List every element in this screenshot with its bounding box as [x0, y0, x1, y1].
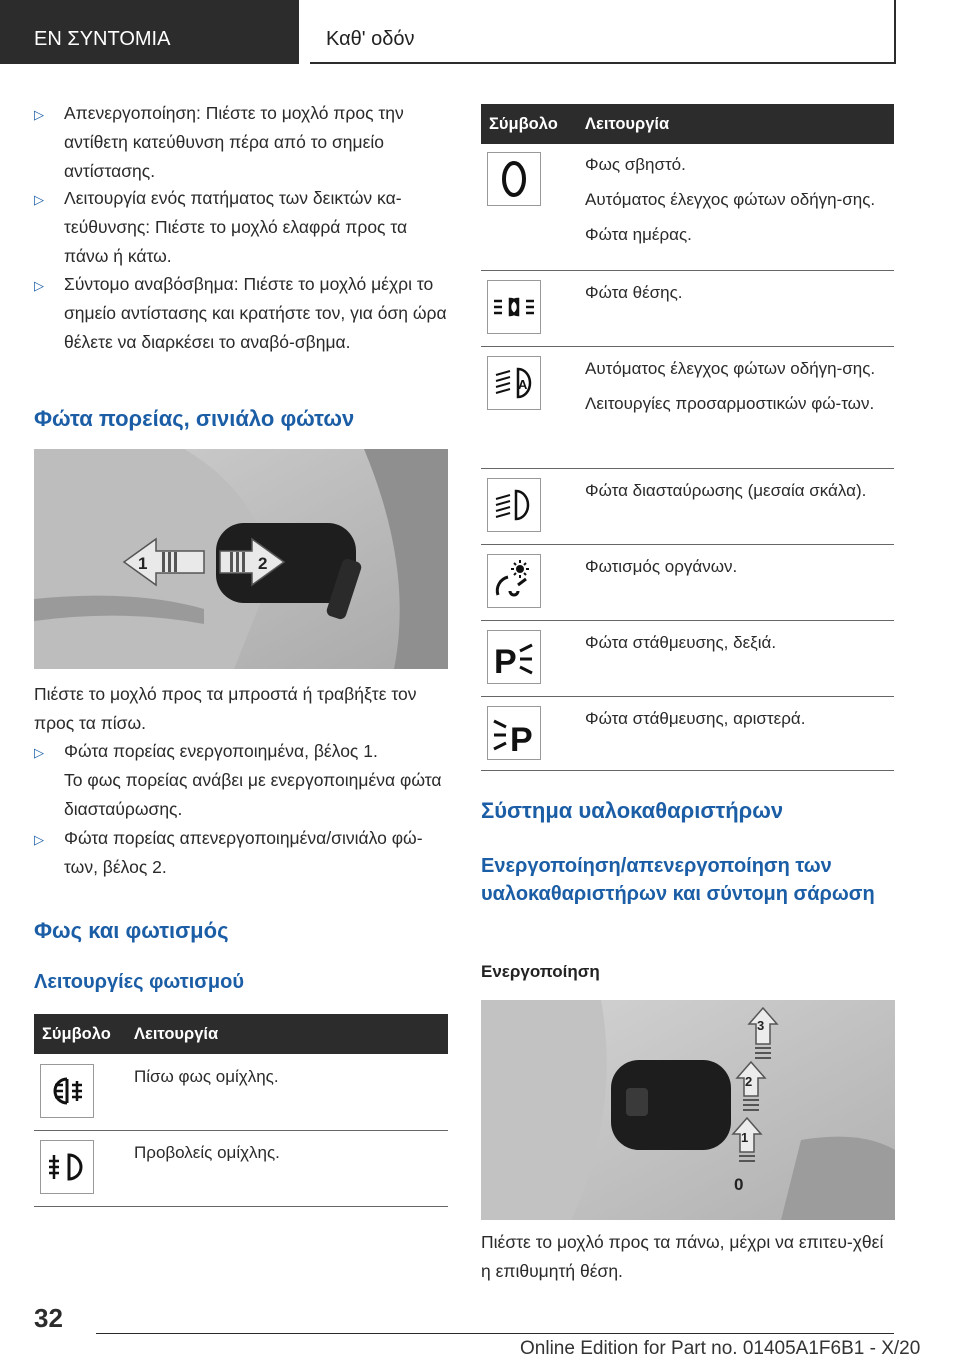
- row-text: Πίσω φως ομίχλης.: [134, 1067, 279, 1086]
- right-table-header: [481, 104, 894, 144]
- row-line: Φωτισμός οργάνων.: [585, 557, 738, 576]
- row-line: Φώτα διασταύρωσης (μεσαία σκάλα).: [585, 481, 867, 500]
- left-table-header: [34, 1014, 448, 1054]
- arrow-label-1: 1: [138, 554, 148, 573]
- auto-headlight-icon: [487, 356, 541, 410]
- bullet-flash: ▷ Σύντομο αναβόσβημα: Πιέστε το μοχλό μέχρι το σημείο αντίστασης και κρατήστε τον, για όση ώρα θέλετε να διαρκέσει το αναβό-σβημα.: [34, 270, 448, 357]
- bullet-one-touch: ▷ Λειτουργία ενός πατήματος των δεικτών κα-τεύθυνσης: Πιέστε το μοχλό ελαφρά προς τα πάνω ή κάτω.: [34, 184, 448, 271]
- parking-lights-icon: [487, 280, 541, 334]
- table-row: [481, 620, 894, 697]
- svg-text:A: A: [518, 377, 528, 392]
- table-row: [481, 696, 894, 771]
- col-function: Λειτουργία: [134, 1025, 219, 1043]
- table-row: [34, 1130, 448, 1207]
- para-wiper: Πιέστε το μοχλό προς τα πάνω, μέχρι να επιτευ-χθεί η επιθυμητή θέση.: [481, 1232, 884, 1281]
- rear-fog-light-icon: [40, 1064, 94, 1118]
- edition-text: Online Edition for Part no. 01405A1F6B1 - X/20: [520, 1338, 921, 1359]
- row-line: Φώτα στάθμευσης, δεξιά.: [585, 633, 777, 652]
- zero-position-icon: [487, 152, 541, 206]
- row-line: Φώτα στάθμευσης, αριστερά.: [585, 709, 806, 728]
- table-row: [34, 1054, 448, 1131]
- bullet-high-beam-off: ▷ Φώτα πορείας απενεργοποιημένα/σινιάλο φώ-των, βέλος 2.: [34, 824, 448, 882]
- table-row: [481, 544, 894, 621]
- parking-light-left-icon: [487, 706, 541, 760]
- instrument-lighting-icon: [487, 554, 541, 608]
- heading-wipers: Σύστημα υαλοκαθαριστήρων: [481, 798, 784, 823]
- footer-rule: [96, 1333, 894, 1334]
- bullet-deactivate: ▷ Απενεργοποίηση: Πιέστε το μοχλό προς την αντίθετη κατεύθυνση πέρα από το σημείο αντίστασης.: [34, 99, 448, 186]
- heading-high-beam: Φώτα πορείας, σινιάλο φώτων: [34, 406, 355, 431]
- bullet-triangle-icon: ▷: [34, 278, 44, 293]
- turn-signal-lever-photo: [34, 449, 448, 669]
- table-row: [481, 468, 894, 545]
- wiper-label-2: 2: [745, 1074, 753, 1089]
- bullet-triangle-icon: ▷: [34, 192, 44, 207]
- chapter-tab: [310, 0, 896, 64]
- section-tab: [0, 0, 299, 64]
- subheading-wipers: Ενεργοποίηση/απενεργοποίηση των υαλοκαθαριστήρων και σύντομη σάρωση: [481, 855, 875, 905]
- arrow-label-2: 2: [258, 554, 268, 573]
- bullet-triangle-icon: ▷: [34, 745, 44, 760]
- wiper-label-1: 1: [741, 1130, 749, 1145]
- minor-heading-activation: Ενεργοποίηση: [481, 962, 600, 981]
- table-row: [481, 144, 894, 271]
- row-line: Φώτα θέσης.: [585, 283, 683, 302]
- wiper-lever-photo: [481, 1000, 895, 1220]
- low-beam-icon: [487, 478, 541, 532]
- chapter-title: Καθ' οδόν: [326, 28, 415, 50]
- svg-text:P: P: [510, 721, 533, 759]
- subheading-light-functions: Λειτουργίες φωτισμού: [34, 971, 245, 993]
- col-function: Λειτουργία: [585, 115, 670, 133]
- wiper-label-0: 0: [734, 1175, 744, 1194]
- row-line: Φώτα ημέρας.: [585, 225, 692, 244]
- section-title: ΕΝ ΣΥΝΤΟΜΙΑ: [34, 28, 171, 50]
- bullet-triangle-icon: ▷: [34, 832, 44, 847]
- para-push-pull: Πιέστε το μοχλό προς τα μπροστά ή τραβήξτε τον προς τα πίσω.: [34, 684, 417, 733]
- front-fog-light-icon: [40, 1140, 94, 1194]
- heading-lights: Φως και φωτισμός: [34, 918, 229, 943]
- row-line: Φως σβηστό.: [585, 155, 686, 174]
- col-symbol: Σύμβολο: [489, 115, 558, 133]
- col-symbol: Σύμβολο: [42, 1025, 111, 1043]
- page-number: 32: [34, 1303, 63, 1333]
- table-row: [481, 346, 894, 469]
- svg-text:P: P: [494, 643, 517, 681]
- note-high-beam: Το φως πορείας ανάβει με ενεργοποιημένα φώτα διασταύρωσης.: [64, 770, 442, 819]
- row-line: Αυτόματος έλεγχος φώτων οδήγη-σης.: [585, 190, 876, 209]
- bullet-triangle-icon: ▷: [34, 107, 44, 122]
- row-line: Αυτόματος έλεγχος φώτων οδήγη-σης.: [585, 359, 876, 378]
- table-row: [481, 270, 894, 347]
- row-text: Προβολείς ομίχλης.: [134, 1143, 280, 1162]
- parking-light-right-icon: [487, 630, 541, 684]
- bullet-high-beam-on: ▷ Φώτα πορείας ενεργοποιημένα, βέλος 1.: [34, 737, 448, 766]
- row-line: Λειτουργίες προσαρμοστικών φώ-των.: [585, 394, 875, 413]
- wiper-label-3: 3: [757, 1018, 765, 1033]
